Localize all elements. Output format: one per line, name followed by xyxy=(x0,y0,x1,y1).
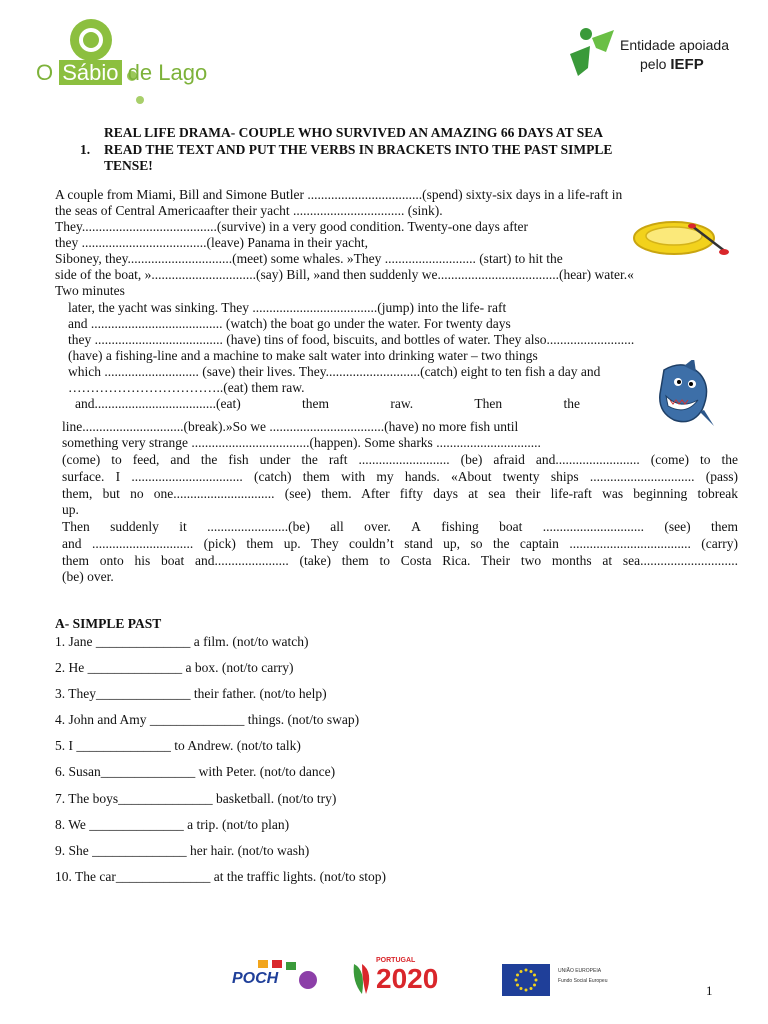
story-line: (come) to feed, and the fish under the raft ........................... (be) afraid and......................... (come) to the xyxy=(62,452,738,467)
story-line: and .............................. (pick) them up. They couldn’t stand up, so the captain .................................... (carry) xyxy=(62,536,738,551)
exercise-item: 3. They______________ their father. (not/to help) xyxy=(55,686,327,701)
story-line: Siboney, they...............................(meet) some whales. »They ........................... (start) to hit the xyxy=(55,251,563,266)
story-line: they ...................................... (have) tins of food, biscuits, and bottles of water. They also.......................... xyxy=(68,332,635,347)
story-line: ……………………………..(eat) them raw. xyxy=(68,380,305,395)
eu-text-2: Fundo Social Europeu xyxy=(558,978,608,984)
life-raft-icon xyxy=(630,212,730,262)
story-line: Two minutes xyxy=(55,283,125,298)
section-title: A- SIMPLE PAST xyxy=(55,616,162,631)
logo-wordmark: O Sábio de Lago xyxy=(36,60,208,85)
story-justified-line: and....................................(eat) them raw. Then the xyxy=(75,396,580,411)
story-line: them onto his boat and...................... (take) them to Costa Rica. Their two months at sea............................. xyxy=(62,553,738,568)
portugal-flag-icon xyxy=(352,962,374,996)
exercise-item: 4. John and Amy ______________ things. (not/to swap) xyxy=(55,712,360,727)
story-justified-line: Then suddenly it ........................(be) all over. A fishing boat .............................. (see) them xyxy=(62,519,738,534)
instruction-line-2: TENSE! xyxy=(104,158,153,173)
story-line: which ............................ (save) their lives. They............................(catch) eight to ten fish a day and xyxy=(68,364,601,379)
story-line: surface. I ................................. (catch) them with my hands. «About twenty ships ............................... (pass) xyxy=(62,469,738,484)
exercise-item: 5. I ______________ to Andrew. (not/to talk) xyxy=(55,738,301,753)
year-text: 2020 xyxy=(376,963,439,994)
exercise-item: 8. We ______________ a trip. (not/to plan) xyxy=(55,817,290,832)
logo-eu xyxy=(502,964,628,996)
story-line: They........................................(survive) in a very good condition. Twenty-one days after xyxy=(55,219,528,234)
story-line: up. xyxy=(62,502,79,517)
story-line: them, but no one.............................. (see) them. After fifty days at sea their life-raft was beginning tobreak xyxy=(62,486,738,501)
story-line: and ....................................... (watch) the boat go under the water. For twenty days xyxy=(68,316,511,331)
logo-sabio-de-lago xyxy=(28,8,208,103)
instruction-number: 1. xyxy=(80,142,91,157)
footer-logos xyxy=(228,956,628,1000)
exercise-item: 9. She ______________ her hair. (not/to wash) xyxy=(55,843,310,858)
exercise-item: 10. The car______________ at the traffic lights. (not/to stop) xyxy=(55,869,386,884)
story-line: A couple from Miami, Bill and Simone Butler ..................................(spend) sixty-six days in a life-raft in xyxy=(55,187,623,202)
exercise-item: 7. The boys______________ basketball. (not/to try) xyxy=(55,791,337,806)
eu-flag-icon xyxy=(502,964,550,996)
story-line: (have) a fishing-line and a machine to make salt water into drinking water – two things xyxy=(68,348,538,363)
page-title: REAL LIFE DRAMA- COUPLE WHO SURVIVED AN AMAZING 66 DAYS AT SEA xyxy=(104,125,603,140)
story-line: later, the yacht was sinking. They .....................................(jump) into the life- raft xyxy=(68,300,507,315)
eu-text-1: UNIÃO EUROPEIA xyxy=(558,968,602,974)
iefp-mark-icon xyxy=(562,24,620,82)
exercise-item: 1. Jane ______________ a film. (not/to watch) xyxy=(55,634,309,649)
story-line: (be) over. xyxy=(62,569,114,584)
exercise-item: 2. He ______________ a box. (not/to carry) xyxy=(55,660,294,675)
story-line: they .....................................(leave) Panama in their yacht, xyxy=(55,235,369,250)
logo-portugal-2020 xyxy=(352,956,472,1000)
page-number: 1 xyxy=(706,983,713,998)
exercise-item: 6. Susan______________ with Peter. (not/to dance) xyxy=(55,764,336,779)
story-line: something very strange ...................................(happen). Some sharks ............................... xyxy=(62,435,541,450)
story-line: side of the boat, »...............................(say) Bill, »and then suddenly we....................................(hear) water.« xyxy=(55,267,634,282)
iefp-text: Entidade apoiada pelo IEFP xyxy=(620,37,729,73)
portugal-text: PORTUGAL xyxy=(376,957,416,964)
logo-poch xyxy=(228,958,320,998)
instruction-line-1: READ THE TEXT AND PUT THE VERBS IN BRACKETS INTO THE PAST SIMPLE xyxy=(104,142,613,157)
story-line: line..............................(break).»So we ..................................(have) no more fish until xyxy=(62,419,519,434)
logo-iefp xyxy=(560,20,729,90)
shark-icon xyxy=(654,360,718,430)
poch-text: POCH xyxy=(232,970,279,987)
story-line: the seas of Central Americaafter their yacht ................................. (sink). xyxy=(55,203,443,218)
